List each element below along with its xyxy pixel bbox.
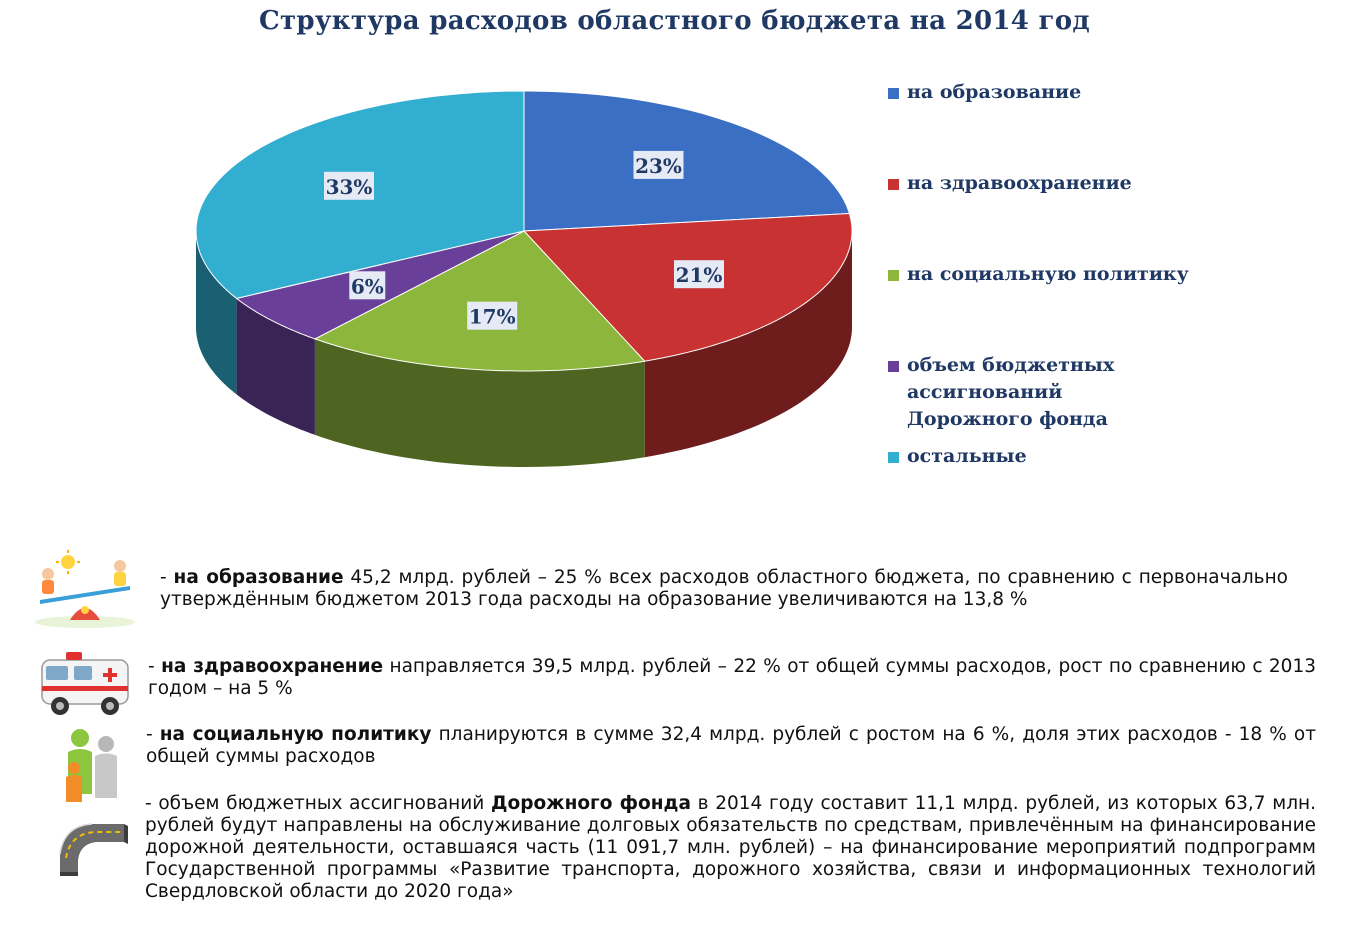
legend-label-other: остальные (907, 445, 1027, 467)
description-health-prefix: - (148, 656, 162, 677)
family-icon (50, 724, 130, 804)
legend-label-education: на образование (907, 81, 1082, 103)
pie-slice-education (524, 91, 849, 231)
legend-item-education (888, 82, 1208, 106)
pie-chart (180, 70, 880, 510)
data-label-social: 17% (468, 304, 516, 329)
legend-label-social: на социальную политику (907, 263, 1189, 285)
children-playground-icon (30, 548, 140, 630)
chart-title: Структура расходов областного бюджета на 2014 год (258, 6, 1090, 36)
description-road-fund-bold: Дорожного фонда (491, 793, 691, 814)
description-education-prefix: - (160, 567, 174, 588)
description-health-bold: на здравоохранение (161, 656, 384, 677)
legend-item-other (888, 446, 1208, 470)
legend-swatch-education (888, 88, 899, 99)
legend-swatch-health (888, 179, 899, 190)
description-health (148, 656, 1316, 700)
legend-swatch-other (888, 452, 899, 463)
description-social-bold: на социальную политику (159, 724, 432, 745)
data-label-road-fund: 6% (350, 274, 384, 299)
legend-swatch-social (888, 270, 899, 281)
data-label-health: 21% (675, 263, 723, 288)
description-education-bold: на образование (173, 567, 344, 588)
legend-swatch-road-fund (888, 361, 899, 372)
description-social-text: планируются в сумме 32,4 млрд. рублей с ростом на 6 %, доля этих расходов - 18 % от общей суммы расходов (146, 724, 1316, 767)
description-road-fund-text: в 2014 году составит 11,1 млрд. рублей, из которых 63,7 млн. рублей будут направлены на обслуживание долговых обязательств по средствам, привлечённым на финансирование дорожной деятельности, оставшаяся часть (11 091,7 млн. рублей) – на финансирование мероприятий подпрограмм Государственной программы «Развитие транспорта, дорожного хозяйства, связи и информационных технологий Свердловской области до 2020 года» (145, 793, 1316, 902)
road-icon (56, 818, 128, 880)
legend-item-health (888, 173, 1208, 197)
description-social-prefix: - (146, 724, 160, 745)
legend-label-road-fund: объем бюджетных ассигнований Дорожного фонда (907, 354, 1115, 430)
legend-label-health: на здравоохранение (907, 172, 1132, 194)
description-road-fund-prefix: - объем бюджетных ассигнований (145, 793, 492, 814)
data-label-education: 23% (635, 153, 682, 178)
legend-item-social (888, 264, 1208, 288)
description-road-fund (145, 793, 1316, 903)
data-label-other: 33% (325, 174, 373, 199)
ambulance-icon (36, 646, 136, 722)
description-education-text: 45,2 млрд. рублей – 25 % всех расходов областного бюджета, по сравнению с первоначально утверждённым бюджетом 2013 года расходы на образование увеличиваются на 13,8 % (160, 567, 1288, 610)
description-education (160, 567, 1288, 611)
description-health-text: направляется 39,5 млрд. рублей – 22 % от общей суммы расходов, рост по сравнению с 2013 годом – на 5 % (148, 656, 1316, 699)
legend-item-road-fund (888, 355, 1188, 433)
description-social (146, 724, 1316, 768)
